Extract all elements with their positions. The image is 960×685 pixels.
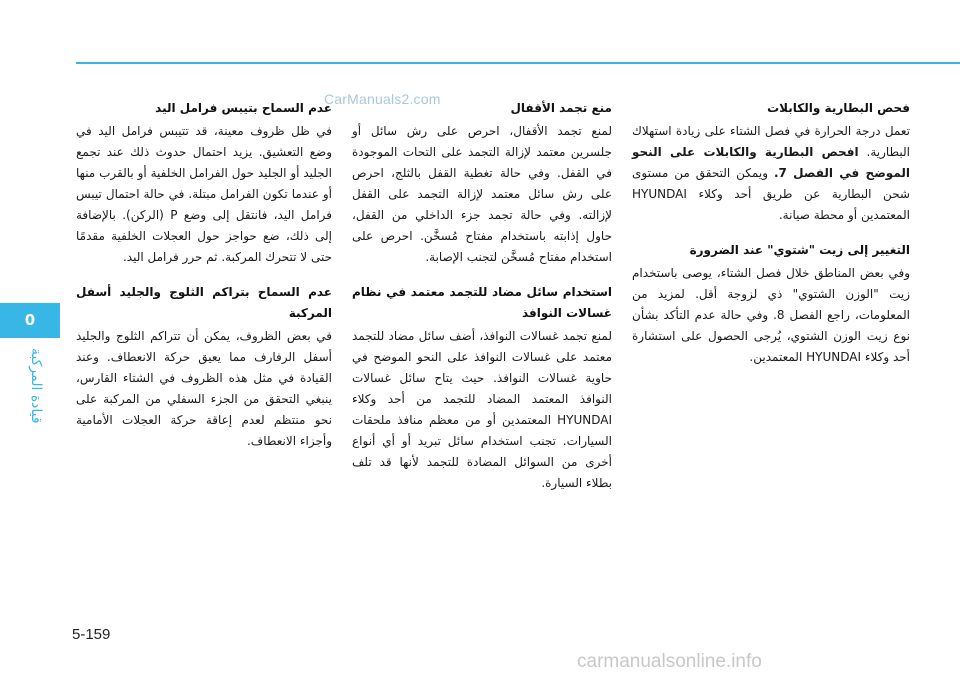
section-body-parking-brake: في ظل ظروف معينة، قد تتيبس فرامل اليد في وضع التعشيق. يزيد احتمال حدوث ذلك عند تجمع الجليد أو الجليد حول الفرامل الخلفية أو بالقرب منها أو عندما تكون الفرامل مبتلة. في حالة احتمال تيبس فرامل اليد، فانتقل إلى وضع P (الركن). بالإضافة إلى ذلك، ضع حواجز حول العجلات الخلفية مقدمًا حتى لا تتحرك المركبة. ثم حرر فرامل اليد. bbox=[76, 124, 333, 264]
section-body-winter-oil: وفي بعض المناطق خلال فصل الشتاء، يوصى باستخدام زيت "الوزن الشتوي" ذي لزوجة أقل. لمزيد من المعلومات، راجع الفصل 8. وفي حالة عدم التأكد بشأن نوع زيت الوزن الشتوي، يُرجى الحصول على استشارة أحد وكلاء HYUNDAI المعتمدين. bbox=[632, 266, 911, 364]
section-title-locks: منع تجمد الأقفال bbox=[510, 101, 612, 115]
header-rule bbox=[76, 62, 960, 64]
section-title-parking-brake: عدم السماح بتيبس فرامل اليد bbox=[155, 101, 332, 115]
section-title-winter-oil: التغيير إلى زيت "شتوي" عند الضرورة bbox=[689, 243, 910, 257]
section-body-washer: لمنع تجمد غسالات النوافذ، أضف سائل مضاد للتجمد معتمد على غسالات النوافذ على النحو الموضح في حاوية غسالات النوافذ. حيث يتاح سائل غسالات النوافذ المعتمد المضاد للتجمد من أحد وكلاء HYUNDAI المعتمدين أو من معظم منافذ ملحقات السيارات. تجنب استخدام سائل تبريد أو أي أنواع أخرى من السوائل المضادة للتجمد لأنها قد تلف بطلاء السيارة. bbox=[352, 329, 612, 490]
watermark-bottom: carmanualsonline.info bbox=[577, 651, 762, 672]
section-body-battery bbox=[632, 121, 910, 226]
column-middle bbox=[352, 98, 612, 494]
section-body-locks: لمنع تجمد الأقفال، احرص على رش سائل أو جلسرين معتمد لإزالة التجمد على التحات الموجودة في القفل. وفي حالة تغطية القفل بالثلج، احرص على رش سائل معتمد لإزالة التجمد على القفل لإزالته. وفي حالة تجمد جزء الداخلي من القفل، حاول إذابته باستخدام مفتاح مُسخَّن. احرص على استخدام مفتاح مُسخَّن لتجنب الإصابة. bbox=[352, 124, 612, 264]
watermark-top: CarManuals2.com bbox=[324, 91, 441, 107]
battery-tail-text: ويمكن التحقق من مستوى شحن البطارية عن طريق أحد وكلاء HYUNDAI المعتمدين أو محطة صيانة. bbox=[632, 166, 910, 222]
chapter-number: 0 bbox=[24, 311, 36, 329]
column-right bbox=[632, 98, 910, 368]
battery-bold-text: افحص البطارية والكابلات على النحو الموضح في الفصل 7. bbox=[632, 145, 910, 180]
section-title-battery: فحص البطارية والكابلات bbox=[767, 101, 910, 115]
column-left bbox=[76, 98, 332, 452]
battery-text: تعمل درجة الحرارة في فصل الشتاء على زيادة استهلاك البطارية. bbox=[632, 124, 910, 159]
section-body-snow-under: في بعض الظروف، يمكن أن تتراكم الثلوج والجليد أسفل الرفارف مما يعيق حركة الانعطاف. وعند القيادة في مثل هذه الظروف في الشتاء القارس، ينبغي التحقق من الجزء السفلي من المركبة على نحو منتظم لعدم إعاقة حركة العجلات الأمامية وأجزاء الانعطاف. bbox=[76, 329, 332, 448]
section-title-snow-under: عدم السماح بتراكم الثلوج والجليد أسفل المركبة bbox=[76, 285, 332, 320]
chapter-title: قيادة المركبة bbox=[28, 348, 44, 424]
page-number: 5-159 bbox=[72, 626, 111, 643]
section-title-washer: استخدام سائل مضاد للتجمد معتمد في نظام غسالات النوافذ bbox=[352, 285, 612, 320]
